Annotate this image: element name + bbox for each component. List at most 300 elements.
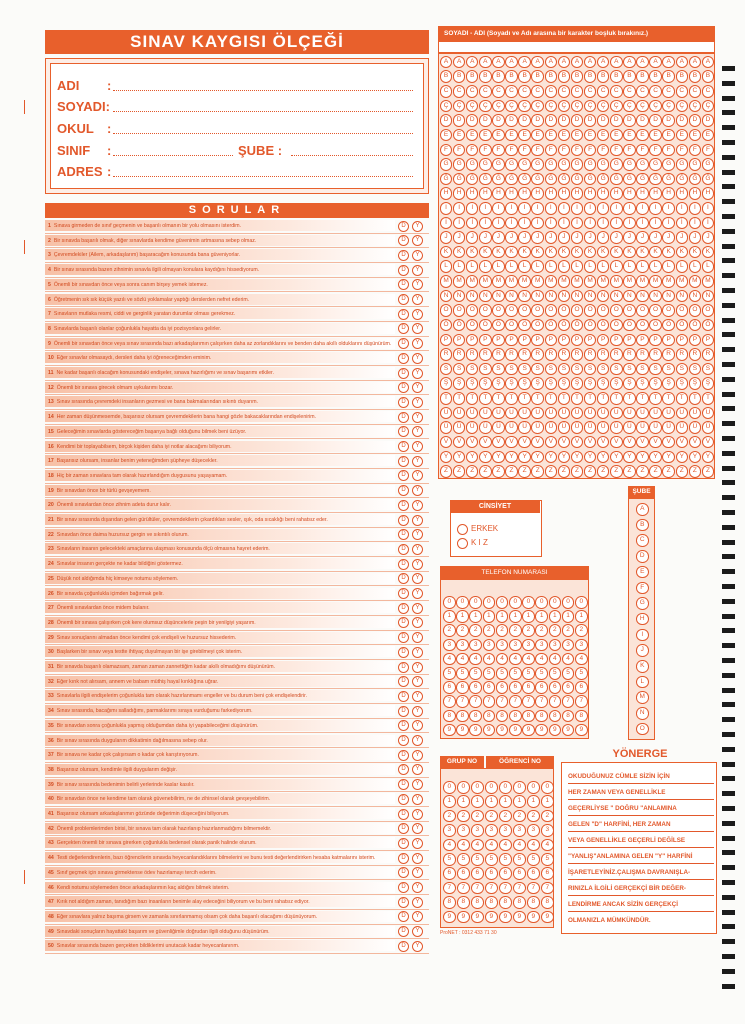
name-letter-bubble[interactable]: J — [610, 231, 623, 244]
name-letter-bubble[interactable]: B — [453, 70, 466, 83]
name-letter-bubble[interactable]: C — [492, 85, 505, 98]
student-digit-bubble[interactable]: 0 — [513, 781, 526, 794]
answer-bubble-y[interactable]: Y — [412, 720, 423, 731]
name-letter-bubble[interactable]: Z — [649, 465, 662, 478]
answer-bubble-y[interactable]: Y — [412, 867, 423, 878]
name-letter-bubble[interactable]: B — [689, 70, 702, 83]
sube-bubble[interactable]: O — [636, 723, 649, 736]
name-letter-bubble[interactable]: M — [610, 275, 623, 288]
name-letter-bubble[interactable]: Ö — [676, 319, 689, 332]
name-letter-bubble[interactable]: U — [440, 407, 453, 420]
name-letter-bubble[interactable]: L — [545, 260, 558, 273]
name-letter-bubble[interactable]: J — [518, 231, 531, 244]
name-letter-bubble[interactable]: O — [571, 304, 584, 317]
name-letter-bubble[interactable]: B — [545, 70, 558, 83]
name-letter-bubble[interactable]: D — [558, 114, 571, 127]
answer-bubble-y[interactable]: Y — [412, 573, 423, 584]
name-letter-bubble[interactable]: İ — [505, 217, 518, 230]
phone-digit-bubble[interactable]: 3 — [509, 639, 522, 652]
student-digit-bubble[interactable]: 4 — [485, 839, 498, 852]
answer-bubble-d[interactable]: D — [398, 897, 409, 908]
student-digit-bubble[interactable]: 9 — [485, 911, 498, 924]
name-letter-bubble[interactable]: R — [702, 348, 715, 361]
name-letter-bubble[interactable]: R — [531, 348, 544, 361]
name-letter-bubble[interactable]: H — [702, 187, 715, 200]
name-letter-bubble[interactable]: D — [636, 114, 649, 127]
name-letter-bubble[interactable]: U — [466, 407, 479, 420]
name-letter-bubble[interactable]: A — [636, 56, 649, 69]
name-letter-bubble[interactable]: V — [466, 436, 479, 449]
name-letter-bubble[interactable]: A — [479, 56, 492, 69]
name-letter-bubble[interactable]: B — [571, 70, 584, 83]
name-letter-bubble[interactable]: U — [610, 407, 623, 420]
name-letter-bubble[interactable]: Ğ — [689, 173, 702, 186]
name-letter-bubble[interactable]: J — [649, 231, 662, 244]
name-letter-bubble[interactable]: Z — [636, 465, 649, 478]
answer-bubble-y[interactable]: Y — [412, 309, 423, 320]
name-letter-bubble[interactable]: Ç — [479, 100, 492, 113]
phone-digit-bubble[interactable]: 9 — [483, 724, 496, 737]
phone-digit-bubble[interactable]: 1 — [496, 610, 509, 623]
name-letter-bubble[interactable]: I — [558, 202, 571, 215]
name-letter-bubble[interactable]: Ğ — [571, 173, 584, 186]
name-letter-bubble[interactable]: U — [558, 407, 571, 420]
name-letter-bubble[interactable]: Ş — [545, 377, 558, 390]
name-letter-bubble[interactable]: B — [505, 70, 518, 83]
name-letter-bubble[interactable]: Y — [597, 451, 610, 464]
name-letter-bubble[interactable]: H — [610, 187, 623, 200]
answer-bubble-y[interactable]: Y — [412, 397, 423, 408]
name-letter-bubble[interactable]: Z — [558, 465, 571, 478]
answer-bubble-y[interactable]: Y — [412, 368, 423, 379]
phone-digit-bubble[interactable]: 1 — [469, 610, 482, 623]
name-letter-bubble[interactable]: R — [505, 348, 518, 361]
name-letter-bubble[interactable]: U — [649, 407, 662, 420]
name-letter-bubble[interactable]: F — [545, 144, 558, 157]
name-letter-bubble[interactable]: L — [610, 260, 623, 273]
name-letter-bubble[interactable]: A — [702, 56, 715, 69]
name-letter-bubble[interactable]: H — [545, 187, 558, 200]
phone-digit-bubble[interactable]: 0 — [496, 596, 509, 609]
name-letter-bubble[interactable]: K — [649, 246, 662, 259]
name-letter-bubble[interactable]: B — [636, 70, 649, 83]
answer-bubble-d[interactable]: D — [398, 838, 409, 849]
name-letter-bubble[interactable]: T — [584, 392, 597, 405]
name-letter-bubble[interactable]: J — [597, 231, 610, 244]
phone-digit-bubble[interactable]: 0 — [456, 596, 469, 609]
name-letter-bubble[interactable]: İ — [689, 217, 702, 230]
name-letter-bubble[interactable]: Ş — [676, 377, 689, 390]
name-letter-bubble[interactable]: Ö — [531, 319, 544, 332]
answer-bubble-d[interactable]: D — [398, 647, 409, 658]
name-letter-bubble[interactable]: Ö — [558, 319, 571, 332]
name-letter-bubble[interactable]: P — [571, 334, 584, 347]
answer-bubble-d[interactable]: D — [398, 735, 409, 746]
input-sinif[interactable] — [113, 155, 233, 156]
name-letter-bubble[interactable]: İ — [662, 217, 675, 230]
answer-bubble-y[interactable]: Y — [412, 544, 423, 555]
name-letter-bubble[interactable]: U — [662, 407, 675, 420]
name-letter-bubble[interactable]: M — [623, 275, 636, 288]
name-letter-bubble[interactable]: D — [479, 114, 492, 127]
name-letter-bubble[interactable]: R — [466, 348, 479, 361]
name-letter-bubble[interactable]: M — [689, 275, 702, 288]
phone-digit-bubble[interactable]: 2 — [535, 624, 548, 637]
answer-bubble-y[interactable]: Y — [412, 412, 423, 423]
name-letter-bubble[interactable]: R — [479, 348, 492, 361]
name-letter-bubble[interactable]: O — [702, 304, 715, 317]
name-letter-bubble[interactable]: V — [597, 436, 610, 449]
name-letter-bubble[interactable]: L — [636, 260, 649, 273]
phone-digit-bubble[interactable]: 6 — [535, 681, 548, 694]
phone-digit-bubble[interactable]: 3 — [443, 639, 456, 652]
name-letter-bubble[interactable]: P — [689, 334, 702, 347]
name-letter-bubble[interactable]: M — [453, 275, 466, 288]
phone-digit-bubble[interactable]: 2 — [522, 624, 535, 637]
name-letter-bubble[interactable]: M — [649, 275, 662, 288]
name-letter-bubble[interactable]: F — [466, 144, 479, 157]
student-digit-bubble[interactable]: 8 — [485, 896, 498, 909]
student-digit-bubble[interactable]: 1 — [499, 795, 512, 808]
student-digit-bubble[interactable]: 2 — [541, 810, 554, 823]
answer-bubble-y[interactable]: Y — [412, 603, 423, 614]
name-letter-bubble[interactable]: I — [492, 202, 505, 215]
name-letter-bubble[interactable]: P — [584, 334, 597, 347]
name-letter-bubble[interactable]: H — [676, 187, 689, 200]
phone-digit-bubble[interactable]: 6 — [562, 681, 575, 694]
phone-digit-bubble[interactable]: 8 — [562, 710, 575, 723]
name-letter-bubble[interactable]: G — [531, 158, 544, 171]
name-letter-bubble[interactable]: M — [531, 275, 544, 288]
name-letter-bubble[interactable]: Ş — [702, 377, 715, 390]
name-letter-bubble[interactable]: C — [479, 85, 492, 98]
name-letter-bubble[interactable]: M — [492, 275, 505, 288]
name-letter-bubble[interactable]: R — [597, 348, 610, 361]
name-letter-bubble[interactable]: D — [571, 114, 584, 127]
name-letter-bubble[interactable]: R — [689, 348, 702, 361]
name-letter-bubble[interactable]: G — [662, 158, 675, 171]
name-letter-bubble[interactable]: İ — [531, 217, 544, 230]
answer-bubble-d[interactable]: D — [398, 926, 409, 937]
name-letter-bubble[interactable]: F — [597, 144, 610, 157]
group-digit-bubble[interactable]: 8 — [457, 896, 470, 909]
name-letter-bubble[interactable]: Ü — [466, 421, 479, 434]
phone-digit-bubble[interactable]: 9 — [443, 724, 456, 737]
name-letter-bubble[interactable]: Ç — [545, 100, 558, 113]
name-letter-bubble[interactable]: H — [518, 187, 531, 200]
name-letter-bubble[interactable]: K — [689, 246, 702, 259]
name-letter-bubble[interactable]: E — [610, 129, 623, 142]
name-letter-bubble[interactable]: S — [518, 363, 531, 376]
name-letter-bubble[interactable]: S — [479, 363, 492, 376]
phone-digit-bubble[interactable]: 7 — [443, 695, 456, 708]
name-letter-bubble[interactable]: R — [518, 348, 531, 361]
name-letter-bubble[interactable]: V — [571, 436, 584, 449]
name-letter-bubble[interactable]: C — [676, 85, 689, 98]
phone-digit-bubble[interactable]: 9 — [575, 724, 588, 737]
name-letter-bubble[interactable]: N — [676, 290, 689, 303]
name-letter-bubble[interactable]: P — [610, 334, 623, 347]
name-letter-bubble[interactable]: P — [531, 334, 544, 347]
phone-digit-bubble[interactable]: 9 — [509, 724, 522, 737]
name-letter-bubble[interactable]: Z — [623, 465, 636, 478]
student-digit-bubble[interactable]: 3 — [541, 824, 554, 837]
name-letter-bubble[interactable]: O — [453, 304, 466, 317]
name-letter-bubble[interactable]: M — [597, 275, 610, 288]
name-letter-bubble[interactable]: D — [662, 114, 675, 127]
name-letter-bubble[interactable]: K — [466, 246, 479, 259]
name-letter-bubble[interactable]: H — [558, 187, 571, 200]
name-letter-bubble[interactable]: D — [623, 114, 636, 127]
answer-bubble-d[interactable]: D — [398, 853, 409, 864]
name-letter-bubble[interactable]: O — [662, 304, 675, 317]
name-letter-bubble[interactable]: İ — [440, 217, 453, 230]
name-letter-bubble[interactable]: H — [505, 187, 518, 200]
name-letter-bubble[interactable]: Ç — [505, 100, 518, 113]
sube-bubble[interactable]: K — [636, 660, 649, 673]
student-digit-bubble[interactable]: 2 — [527, 810, 540, 823]
name-letter-bubble[interactable]: K — [558, 246, 571, 259]
answer-bubble-y[interactable]: Y — [412, 250, 423, 261]
phone-digit-bubble[interactable]: 7 — [496, 695, 509, 708]
name-letter-bubble[interactable]: Ç — [597, 100, 610, 113]
name-letter-bubble[interactable]: I — [584, 202, 597, 215]
name-letter-bubble[interactable]: I — [518, 202, 531, 215]
student-digit-bubble[interactable]: 2 — [499, 810, 512, 823]
name-letter-bubble[interactable]: E — [623, 129, 636, 142]
name-letter-bubble[interactable]: T — [518, 392, 531, 405]
phone-digit-bubble[interactable]: 1 — [483, 610, 496, 623]
name-letter-bubble[interactable]: Ş — [518, 377, 531, 390]
name-letter-bubble[interactable]: İ — [571, 217, 584, 230]
name-letter-bubble[interactable]: Ç — [662, 100, 675, 113]
phone-digit-bubble[interactable]: 0 — [443, 596, 456, 609]
name-letter-bubble[interactable]: J — [492, 231, 505, 244]
name-letter-bubble[interactable]: Y — [531, 451, 544, 464]
student-digit-bubble[interactable]: 1 — [485, 795, 498, 808]
phone-digit-bubble[interactable]: 0 — [469, 596, 482, 609]
student-digit-bubble[interactable]: 3 — [499, 824, 512, 837]
answer-bubble-d[interactable]: D — [398, 529, 409, 540]
phone-digit-bubble[interactable]: 6 — [575, 681, 588, 694]
name-letter-bubble[interactable]: Z — [531, 465, 544, 478]
name-letter-bubble[interactable]: V — [676, 436, 689, 449]
answer-bubble-y[interactable]: Y — [412, 676, 423, 687]
name-letter-bubble[interactable]: İ — [518, 217, 531, 230]
name-letter-bubble[interactable]: F — [492, 144, 505, 157]
group-digit-bubble[interactable]: 0 — [443, 781, 456, 794]
phone-digit-bubble[interactable]: 3 — [483, 639, 496, 652]
name-letter-bubble[interactable]: Y — [558, 451, 571, 464]
name-letter-bubble[interactable]: O — [518, 304, 531, 317]
name-letter-bubble[interactable]: C — [584, 85, 597, 98]
name-letter-bubble[interactable]: J — [662, 231, 675, 244]
name-letter-bubble[interactable]: Ğ — [440, 173, 453, 186]
name-letter-bubble[interactable]: C — [649, 85, 662, 98]
name-letter-bubble[interactable]: R — [545, 348, 558, 361]
name-letter-bubble[interactable]: I — [466, 202, 479, 215]
answer-bubble-y[interactable]: Y — [412, 279, 423, 290]
name-letter-bubble[interactable]: F — [505, 144, 518, 157]
name-letter-bubble[interactable]: Ü — [689, 421, 702, 434]
name-letter-bubble[interactable]: M — [662, 275, 675, 288]
name-letter-bubble[interactable]: H — [597, 187, 610, 200]
name-letter-bubble[interactable]: T — [571, 392, 584, 405]
name-letter-bubble[interactable]: D — [440, 114, 453, 127]
phone-digit-bubble[interactable]: 4 — [575, 653, 588, 666]
answer-bubble-d[interactable]: D — [398, 470, 409, 481]
name-letter-bubble[interactable]: R — [636, 348, 649, 361]
answer-bubble-d[interactable]: D — [398, 412, 409, 423]
student-digit-bubble[interactable]: 5 — [499, 853, 512, 866]
name-letter-bubble[interactable]: H — [492, 187, 505, 200]
name-letter-bubble[interactable]: Ö — [597, 319, 610, 332]
name-letter-bubble[interactable]: N — [453, 290, 466, 303]
name-letter-bubble[interactable]: Ç — [676, 100, 689, 113]
name-letter-bubble[interactable]: F — [558, 144, 571, 157]
name-letter-bubble[interactable]: T — [545, 392, 558, 405]
name-letter-bubble[interactable]: M — [466, 275, 479, 288]
sube-bubble[interactable]: L — [636, 676, 649, 689]
name-letter-bubble[interactable]: Z — [453, 465, 466, 478]
name-letter-bubble[interactable]: T — [558, 392, 571, 405]
phone-digit-bubble[interactable]: 5 — [469, 667, 482, 680]
name-letter-bubble[interactable]: I — [453, 202, 466, 215]
name-letter-bubble[interactable]: A — [466, 56, 479, 69]
name-letter-bubble[interactable]: E — [545, 129, 558, 142]
phone-digit-bubble[interactable]: 8 — [535, 710, 548, 723]
answer-bubble-d[interactable]: D — [398, 691, 409, 702]
phone-digit-bubble[interactable]: 4 — [535, 653, 548, 666]
name-letter-bubble[interactable]: L — [440, 260, 453, 273]
name-letter-bubble[interactable]: Ç — [558, 100, 571, 113]
name-letter-bubble[interactable]: Ü — [636, 421, 649, 434]
phone-digit-bubble[interactable]: 7 — [562, 695, 575, 708]
name-letter-bubble[interactable]: P — [662, 334, 675, 347]
name-letter-bubble[interactable]: P — [440, 334, 453, 347]
name-letter-bubble[interactable]: U — [545, 407, 558, 420]
answer-bubble-y[interactable]: Y — [412, 338, 423, 349]
sube-bubble[interactable]: F — [636, 582, 649, 595]
name-letter-bubble[interactable]: F — [518, 144, 531, 157]
answer-bubble-y[interactable]: Y — [412, 632, 423, 643]
phone-digit-bubble[interactable]: 4 — [549, 653, 562, 666]
name-letter-bubble[interactable]: Ş — [649, 377, 662, 390]
answer-bubble-y[interactable]: Y — [412, 750, 423, 761]
name-letter-bubble[interactable]: C — [466, 85, 479, 98]
name-letter-bubble[interactable]: B — [558, 70, 571, 83]
group-digit-bubble[interactable]: 8 — [443, 896, 456, 909]
answer-bubble-y[interactable]: Y — [412, 529, 423, 540]
phone-digit-bubble[interactable]: 5 — [443, 667, 456, 680]
phone-digit-bubble[interactable]: 2 — [549, 624, 562, 637]
answer-bubble-d[interactable]: D — [398, 779, 409, 790]
phone-digit-bubble[interactable]: 6 — [469, 681, 482, 694]
name-letter-bubble[interactable]: Ş — [492, 377, 505, 390]
name-letter-bubble[interactable]: M — [636, 275, 649, 288]
name-letter-bubble[interactable]: C — [623, 85, 636, 98]
phone-digit-bubble[interactable]: 2 — [443, 624, 456, 637]
group-digit-bubble[interactable]: 7 — [443, 882, 456, 895]
name-letter-bubble[interactable]: K — [676, 246, 689, 259]
student-digit-bubble[interactable]: 2 — [513, 810, 526, 823]
name-letter-bubble[interactable]: Ö — [636, 319, 649, 332]
name-letter-bubble[interactable]: A — [662, 56, 675, 69]
answer-bubble-y[interactable]: Y — [412, 235, 423, 246]
name-letter-bubble[interactable]: Y — [466, 451, 479, 464]
phone-digit-bubble[interactable]: 7 — [509, 695, 522, 708]
answer-bubble-d[interactable]: D — [398, 221, 409, 232]
name-letter-bubble[interactable]: Ş — [636, 377, 649, 390]
name-letter-bubble[interactable]: C — [531, 85, 544, 98]
name-letter-bubble[interactable]: Z — [584, 465, 597, 478]
name-letter-bubble[interactable]: Y — [636, 451, 649, 464]
name-letter-bubble[interactable]: Ş — [558, 377, 571, 390]
name-letter-bubble[interactable]: F — [571, 144, 584, 157]
name-letter-bubble[interactable]: G — [610, 158, 623, 171]
input-sube[interactable] — [291, 155, 413, 156]
name-letter-bubble[interactable]: N — [597, 290, 610, 303]
phone-digit-bubble[interactable]: 6 — [496, 681, 509, 694]
name-letter-bubble[interactable]: Ğ — [531, 173, 544, 186]
answer-bubble-d[interactable]: D — [398, 235, 409, 246]
student-digit-bubble[interactable]: 4 — [527, 839, 540, 852]
name-letter-bubble[interactable]: Ö — [649, 319, 662, 332]
phone-digit-bubble[interactable]: 9 — [469, 724, 482, 737]
name-letter-bubble[interactable]: K — [545, 246, 558, 259]
name-letter-bubble[interactable]: D — [584, 114, 597, 127]
name-letter-bubble[interactable]: C — [558, 85, 571, 98]
answer-bubble-y[interactable]: Y — [412, 485, 423, 496]
name-letter-bubble[interactable]: U — [597, 407, 610, 420]
name-letter-bubble[interactable]: B — [702, 70, 715, 83]
phone-digit-bubble[interactable]: 4 — [562, 653, 575, 666]
name-letter-bubble[interactable]: E — [505, 129, 518, 142]
phone-digit-bubble[interactable]: 7 — [522, 695, 535, 708]
input-soyadi[interactable] — [113, 111, 413, 112]
student-digit-bubble[interactable]: 8 — [527, 896, 540, 909]
group-digit-bubble[interactable]: 4 — [471, 839, 484, 852]
name-letter-bubble[interactable]: U — [505, 407, 518, 420]
name-letter-bubble[interactable]: V — [610, 436, 623, 449]
name-letter-bubble[interactable]: D — [518, 114, 531, 127]
name-letter-bubble[interactable]: I — [702, 202, 715, 215]
name-letter-bubble[interactable]: G — [689, 158, 702, 171]
answer-bubble-y[interactable]: Y — [412, 764, 423, 775]
name-letter-bubble[interactable]: E — [440, 129, 453, 142]
name-letter-bubble[interactable]: Ç — [571, 100, 584, 113]
name-letter-bubble[interactable]: M — [505, 275, 518, 288]
student-digit-bubble[interactable]: 3 — [527, 824, 540, 837]
name-letter-bubble[interactable]: N — [558, 290, 571, 303]
name-letter-bubble[interactable]: Ü — [610, 421, 623, 434]
name-letter-bubble[interactable]: N — [492, 290, 505, 303]
name-letter-bubble[interactable]: O — [649, 304, 662, 317]
name-letter-bubble[interactable]: Ş — [466, 377, 479, 390]
name-letter-bubble[interactable]: Ş — [623, 377, 636, 390]
answer-bubble-d[interactable]: D — [398, 867, 409, 878]
name-letter-bubble[interactable]: P — [505, 334, 518, 347]
name-letter-bubble[interactable]: C — [571, 85, 584, 98]
name-letter-bubble[interactable]: K — [518, 246, 531, 259]
name-letter-bubble[interactable]: J — [689, 231, 702, 244]
answer-bubble-y[interactable]: Y — [412, 559, 423, 570]
answer-bubble-y[interactable]: Y — [412, 926, 423, 937]
phone-digit-bubble[interactable]: 3 — [549, 639, 562, 652]
name-letter-bubble[interactable]: O — [558, 304, 571, 317]
phone-digit-bubble[interactable]: 6 — [549, 681, 562, 694]
answer-bubble-d[interactable]: D — [398, 323, 409, 334]
